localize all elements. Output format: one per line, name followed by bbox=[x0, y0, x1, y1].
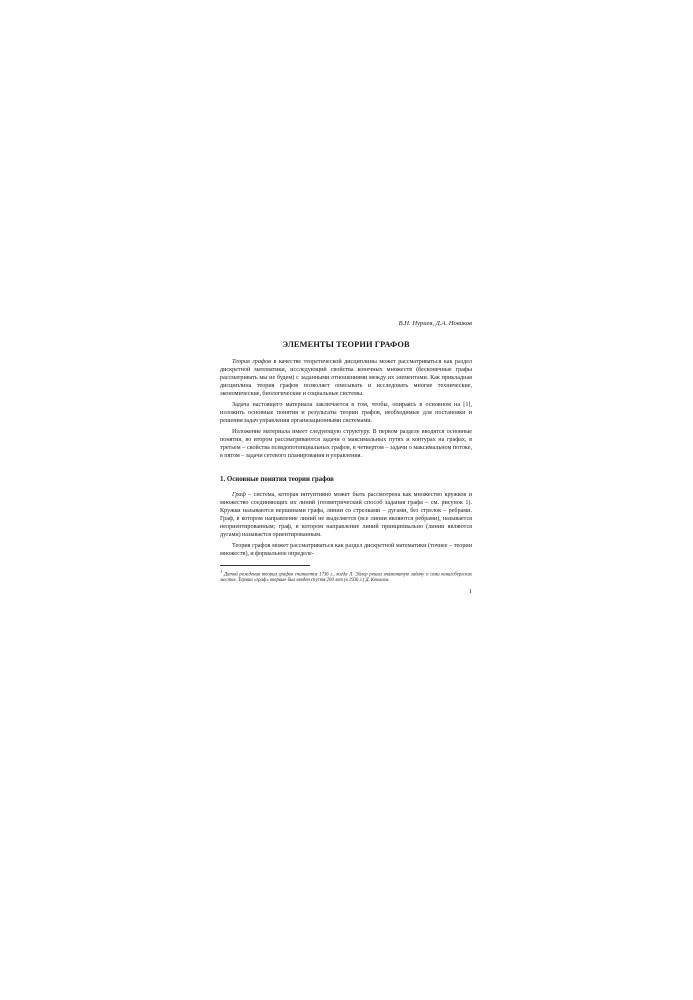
intro-paragraph-text: в качестве теоретической дисциплины может рассматриваться как раздел дискретной математики, исследующий свойства конечных множеств (бесконечные графы рассматривать мы не будем) с заданными отношениями между их элементами. Как прикладная дисциплина теория графов позволяет описывать и исследовать многие технические, экономические, биологические и социальные системы. bbox=[220, 359, 473, 397]
authors-header: В.Н. Нуриев, Д.А. Новиков bbox=[398, 320, 472, 327]
footnote-marker: 1 bbox=[220, 568, 223, 574]
section-paragraph-text: Теория графов может рассматриваться как раздел дискретной математики (точнее – теории множеств), и формальное определе- bbox=[220, 543, 472, 557]
intro-paragraph-1 bbox=[220, 359, 472, 399]
footnote-text: Датой рождения теории графов считается 1736 г., когда Л. Эйлер решил знаменитую задачу о семи кенигсбергских мостах. Термин «граф» впервые был введен спустя 200 лет (в 1936 г.) Д. Кенигом. bbox=[220, 572, 472, 584]
intro-paragraph-2 bbox=[220, 402, 472, 426]
section-paragraph-2 bbox=[220, 543, 472, 559]
section-paragraph-lead: Граф bbox=[232, 492, 246, 499]
intro-paragraph-3 bbox=[220, 429, 472, 461]
page-number: 1 bbox=[468, 587, 472, 595]
document-page bbox=[220, 320, 472, 595]
intro-paragraph-lead: Теория графов bbox=[232, 359, 271, 365]
footnote bbox=[220, 569, 472, 584]
section-paragraph-text: – система, которая интуитивно может быть рассмотрена как множество кружков и множество соединяющих их линий (геометрический способ задания графа – см. рисунок 1). Кружки называются вершинами графа, линии со стрелками – дугами, без стрелок – ребрами. Граф, в котором направление линий не выделяется (все линии являются ребрами), называется неориентированным; граф, в котором направление линий принципиально (линии являются дугами) называется ориентированным. bbox=[220, 492, 472, 538]
intro-paragraph-text: Задача настоящего материала заключается в том, чтобы, опираясь в основном на [1], изложить основные понятия и результаты теории графов, необходимые для постановки и решения задач управления организационными системами. bbox=[220, 402, 472, 424]
section-heading: 1. Основные понятия теории графов bbox=[220, 476, 334, 484]
document-title: ЭЛЕМЕНТЫ ТЕОРИИ ГРАФОВ bbox=[282, 340, 410, 349]
footnote-divider bbox=[220, 565, 310, 566]
intro-paragraph-text: Изложение материала имеет следующую структуру. В первом разделе вводятся основные понятия, во втором рассматриваются задачи о максимальных путях и контурах на графах, в третьем – свойства псевдопотенциальных графов, в четвертом – задачи о максимальном потоке, в пятом – задачи сетевого планирования и управления. bbox=[220, 429, 472, 460]
section-paragraph-1 bbox=[220, 492, 472, 539]
